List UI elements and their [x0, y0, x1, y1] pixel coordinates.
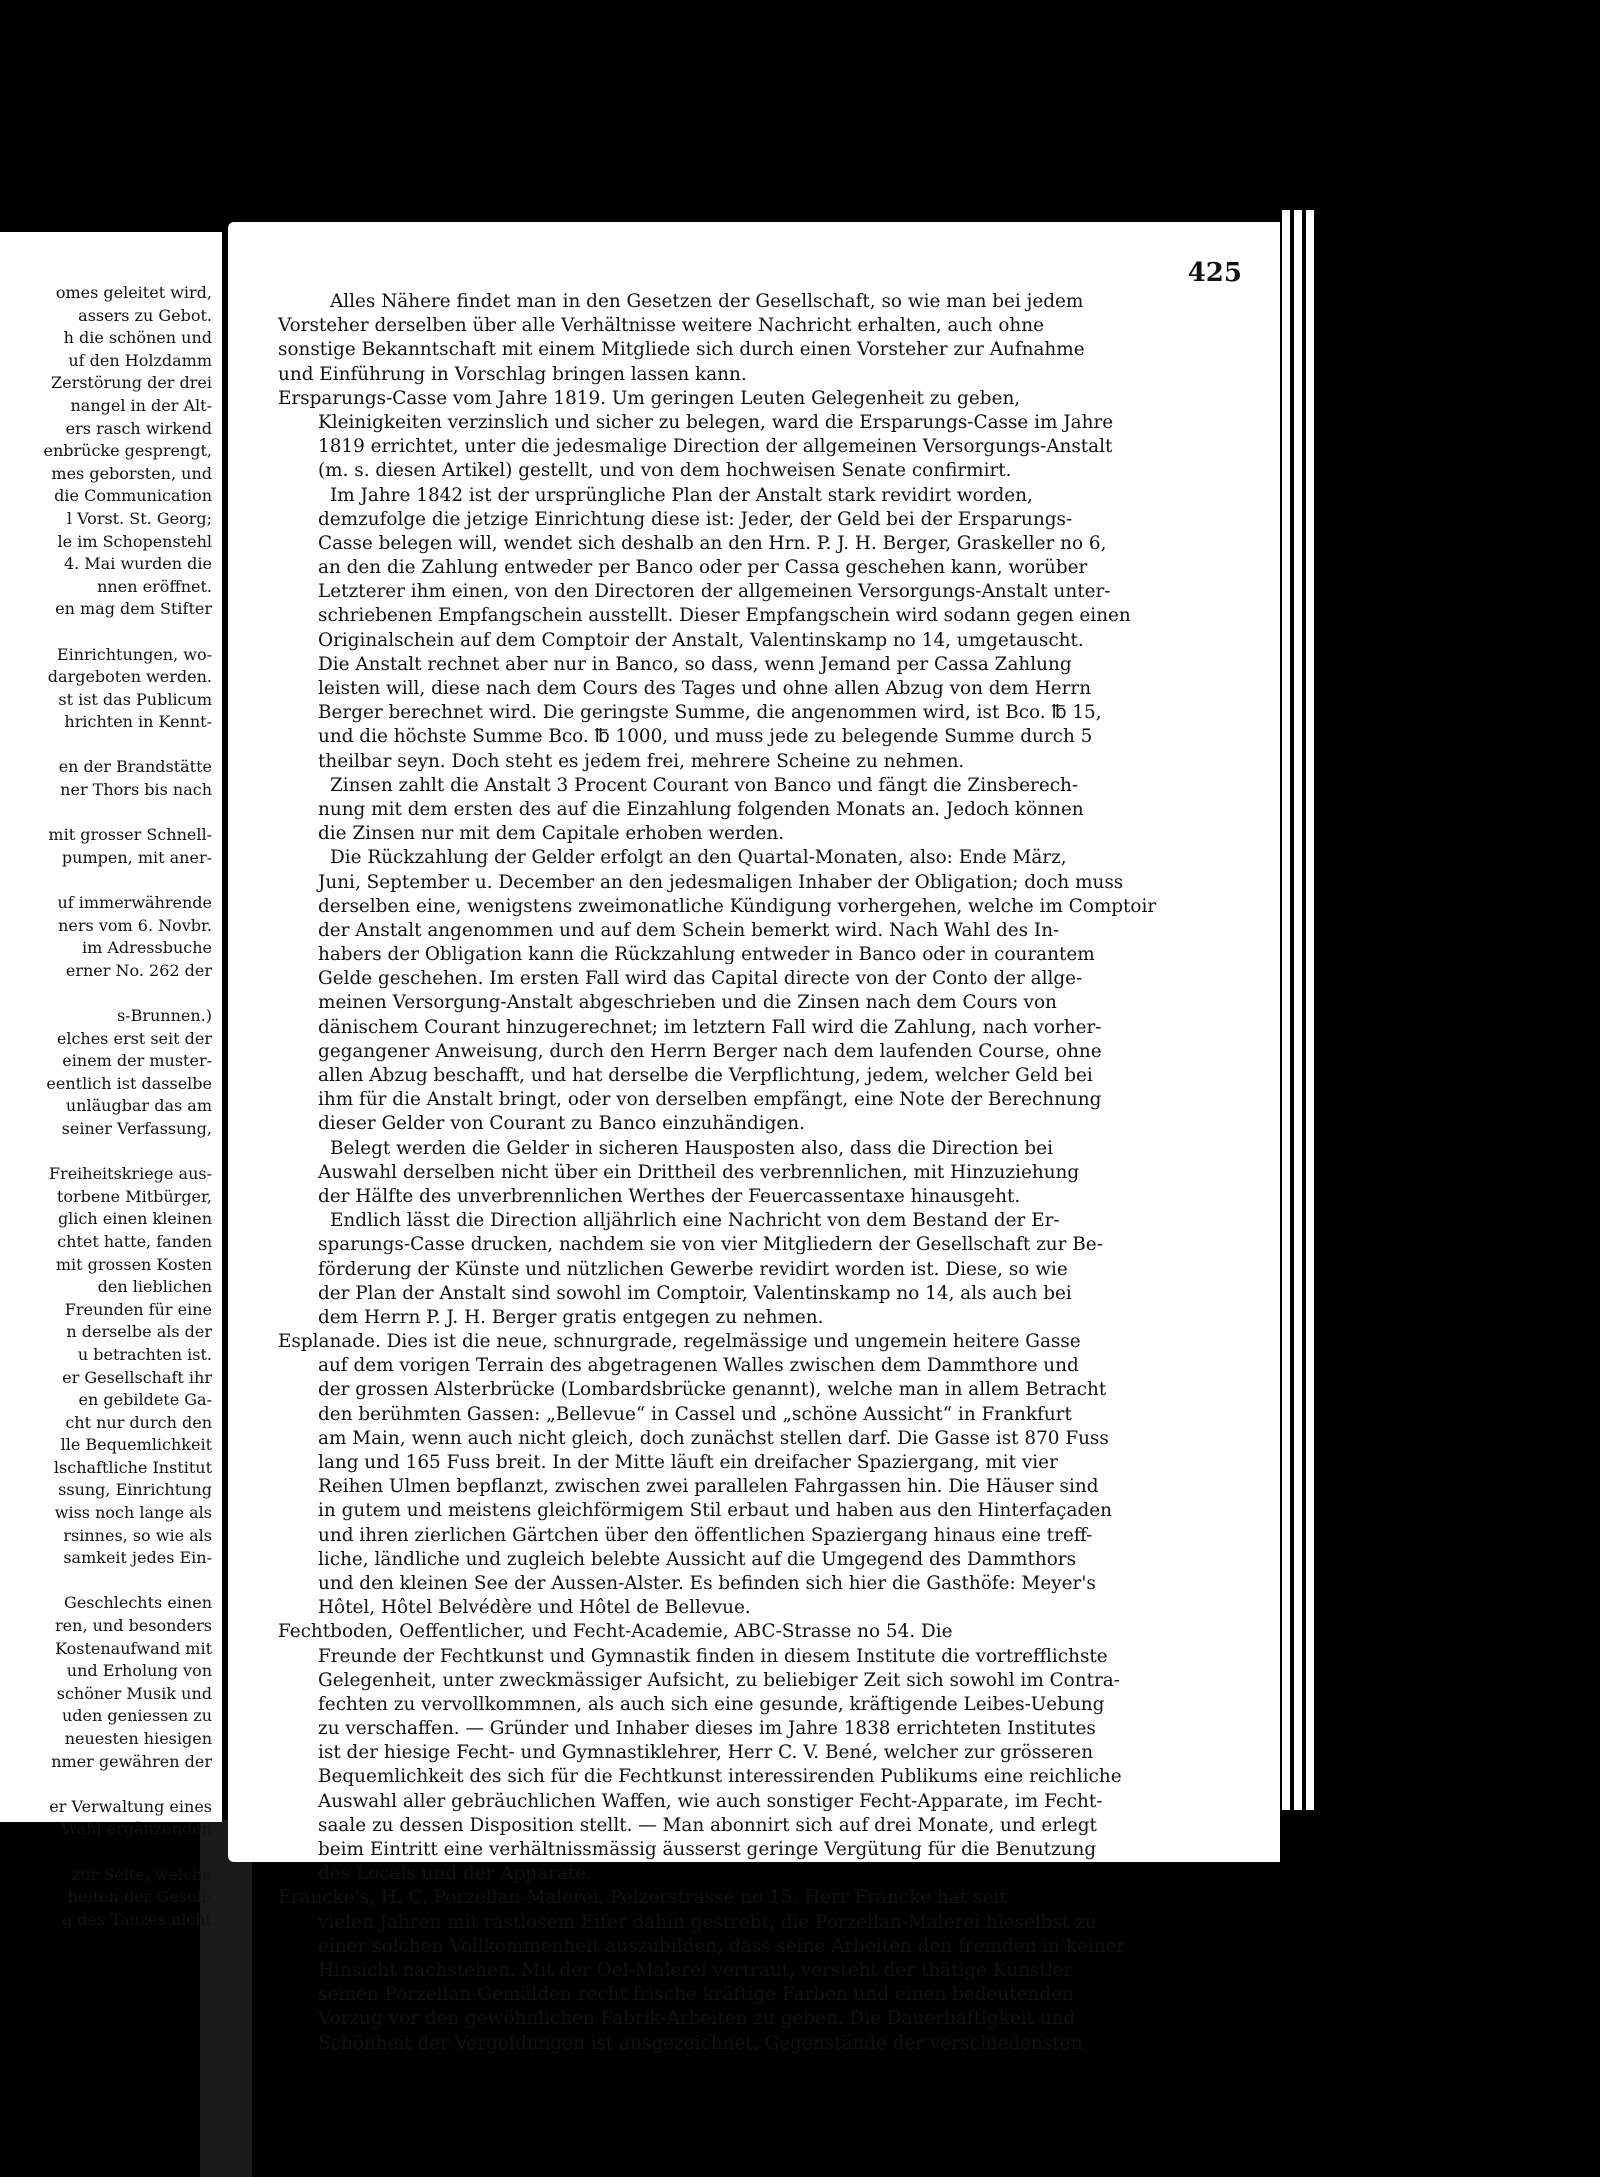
text-line: 1819 errichtet, unter die jedesmalige Direction der allgemeinen Versorgungs-Anstalt	[318, 436, 1113, 458]
left-page-line	[0, 1570, 218, 1593]
left-page-line: zur Seite, welche	[71, 1864, 212, 1884]
left-page-line: st ist das Publicum	[58, 689, 212, 709]
left-page-line: ners vom 6. Novbr.	[58, 915, 212, 935]
text-line: Zinsen zahlt die Anstalt 3 Procent Courant von Banco und fängt die Zinsberech-	[330, 774, 1079, 796]
text-line: (m. s. diesen Artikel) gestellt, und von dem hochweisen Senate confirmirt.	[318, 460, 1012, 482]
text-line: Auswahl derselben nicht über ein Drittheil des verbrennlichen, mit Hinzuziehung	[318, 1161, 1080, 1183]
page-edge	[1282, 210, 1290, 1810]
text-line: Francke's, H. C, Porzellan-Malerei, Pelzerstrasse no 15. Herr Francke hat seit	[278, 1887, 1007, 1909]
text-line: Reihen Ulmen bepflanzt, zwischen zwei parallelen Fahrgassen hin. Die Häuser sind	[318, 1476, 1099, 1498]
left-page-line: schöner Musik und	[56, 1683, 212, 1703]
text-line: allen Abzug beschafft, und hat derselbe die Verpflichtung, jedem, welcher Geld bei	[318, 1065, 1093, 1086]
text-line: derselben eine, wenigstens zweimonatliche Kündigung vorhergehen, welche im Comptoir	[318, 895, 1157, 917]
text-line: Ersparungs-Casse vom Jahre 1819. Um geringen Leuten Gelegenheit zu geben,	[278, 387, 1021, 409]
text-line: sparungs-Casse drucken, nachdem sie von vier Mitgliedern der Gesellschaft zur Be-	[318, 1234, 1103, 1256]
left-page-line: uden geniessen zu	[61, 1706, 212, 1726]
text-line: Schönheit der Vergoldungen ist ausgezeichnet. Gegenstände der verschiedensten	[318, 2032, 1083, 2054]
left-page-line: lschaftliche Institut	[53, 1457, 212, 1477]
page-edge	[1294, 210, 1302, 1810]
text-line: Vorzug vor den gewöhnlichen Fabrik-Arbeiten zu geben. Die Dauerhaftigkeit und	[318, 2008, 1076, 2030]
left-page-line: uf den Holzdamm	[68, 350, 212, 370]
text-line: habers der Obligation kann die Rückzahlung entweder in Banco oder in courantem	[318, 944, 1095, 966]
left-page-line: dargeboten werden.	[47, 667, 212, 687]
left-page-line: l Vorst. St. Georg;	[66, 508, 212, 528]
left-page-line: ren, und besonders	[55, 1616, 212, 1636]
left-page-line: mit grosser Schnell-	[48, 825, 212, 845]
left-page-line: le im Schopenstehl	[57, 531, 212, 551]
text-line: dem Herrn P. J. H. Berger gratis entgegen zu nehmen.	[318, 1306, 824, 1328]
left-page-line: torbene Mitbürger,	[56, 1186, 212, 1206]
left-page-line: ner Thors bis nach	[60, 780, 212, 800]
left-page-line: ssung, Einrichtung	[58, 1480, 212, 1500]
text-line: und den kleinen See der Aussen-Alster. Es befinden sich hier die Gasthöfe: Meyer's	[318, 1572, 1096, 1594]
left-page-line: neuesten hiesigen	[64, 1729, 212, 1748]
left-page-line: h die schönen und	[63, 328, 212, 348]
text-line: leisten will, diese nach dem Cours des Tages und ohne allen Abzug von dem Herrn	[318, 678, 1092, 699]
text-line: der Plan der Anstalt sind sowohl im Comptoir, Valentinskamp no 14, als auch bei	[318, 1282, 1072, 1304]
text-line: Fechtboden, Oeffentlicher, und Fecht-Academie, ABC-Strasse no 54. Die	[278, 1621, 953, 1643]
left-page-line: ers rasch wirkend	[65, 418, 212, 438]
text-line: Kleinigkeiten verzinslich und sicher zu belegen, ward die Ersparungs-Casse im Jahre	[318, 411, 1114, 433]
text-line: vielen Jahren mit rastlosem Eifer dahin gestrebt, die Porzellan-Malerei hieselbst zu	[318, 1911, 1097, 1933]
left-page-line: er Gesellschaft ihr	[62, 1367, 212, 1387]
page-number: 425	[1187, 258, 1242, 288]
text-line: die Zinsen nur mit dem Capitale erhoben werden.	[318, 823, 785, 845]
left-page-line: enbrücke gesprengt,	[43, 441, 212, 461]
text-line: Freunde der Fechtkunst und Gymnastik finden in diesem Institute die vortrefflichste	[318, 1645, 1108, 1667]
left-page-line	[0, 734, 218, 757]
text-line: dänischem Courant hinzugerechnet; im letztern Fall wird die Zahlung, nach vorher-	[318, 1016, 1102, 1038]
text-line: seinen Porzellan-Gemälden recht frische kräftige Farben und einen bedeutenden	[318, 1984, 1074, 2006]
left-page-line: erner No. 262 der	[65, 960, 212, 980]
text-line: Gelegenheit, unter zweckmässiger Aufsicht, zu beliebiger Zeit sich sowohl im Contra-	[318, 1669, 1120, 1691]
page-edge	[1306, 210, 1314, 1810]
left-page-line: Einrichtungen, wo-	[56, 644, 212, 664]
left-page-line: Freunden für eine	[64, 1299, 212, 1319]
text-line: am Main, wenn auch nicht gleich, doch zunächst stellen darf. Die Gasse ist 870 Fuss	[318, 1427, 1109, 1449]
left-page-line: g des Tanzes nicht	[62, 1909, 212, 1929]
left-page-line: heiten der Gesell-	[67, 1887, 212, 1907]
text-line: Bequemlichkeit des sich für die Fechtkunst interessirenden Publikums eine reichliche	[318, 1766, 1122, 1788]
left-page-line	[0, 1141, 218, 1164]
left-page-line: die Communication	[54, 486, 212, 506]
left-page-line: mit grossen Kosten	[55, 1254, 212, 1274]
right-page	[228, 222, 1280, 2054]
text-line: und Einführung in Vorschlag bringen lassen kann.	[278, 363, 747, 385]
text-line: nung mit dem ersten des auf die Einzahlung folgenden Monats an. Jedoch können	[318, 798, 1084, 820]
text-line: einer solchen Vollkommenheit auszubilden, dass seine Arbeiten den fremden in keiner	[318, 1935, 1126, 1957]
text-line: lang und 165 Fuss breit. In der Mitte läuft ein dreifacher Spaziergang, mit vier	[318, 1452, 1058, 1473]
text-line: Juni, September u. December an den jedesmaligen Inhaber der Obligation; doch muss	[318, 871, 1124, 893]
left-page-line: cht nur durch den	[65, 1412, 212, 1432]
text-line: Alles Nähere findet man in den Gesetzen der Gesellschaft, so wie man bei jedem	[330, 291, 1084, 312]
left-page-line: seiner Verfassung,	[61, 1118, 212, 1138]
left-page-line	[0, 869, 218, 892]
text-line: ist der hiesige Fecht- und Gymnastiklehrer, Herr C. V. Bené, welcher zur grösseren	[318, 1742, 1094, 1764]
left-page-line: 4. Mai wurden die	[63, 554, 212, 574]
text-line: des Locals und der Apparate.	[318, 1863, 592, 1885]
text-line: den berühmten Gassen: „Bellevue“ in Cassel und „schöne Aussicht“ in Frankfurt	[318, 1403, 1072, 1425]
text-line: Originalschein auf dem Comptoir der Anstalt, Valentinskamp no 14, umgetauscht.	[318, 629, 1084, 651]
left-page-line: den lieblichen	[97, 1277, 212, 1297]
left-page-line	[0, 1841, 218, 1864]
text-line: Die Rückzahlung der Gelder erfolgt an den Quartal-Monaten, also: Ende März,	[330, 847, 1067, 869]
text-line: meinen Versorgung-Anstalt abgeschrieben und die Zinsen nach dem Cours von	[318, 992, 1057, 1014]
left-page-line: uf immerwährende	[57, 893, 212, 913]
left-page-line: Wahl ergänzenden	[61, 1819, 212, 1839]
text-line: Belegt werden die Gelder in sicheren Hausposten also, dass die Direction bei	[330, 1137, 1053, 1159]
left-page-line: n derselbe als der	[66, 1322, 212, 1342]
text-line: der Anstalt angenommen und auf dem Schein bemerkt wird. Nach Wahl des In-	[318, 919, 1060, 941]
left-page-line: chtet hatte, fanden	[57, 1231, 212, 1251]
left-page-line: eentlich ist dasselbe	[46, 1073, 212, 1093]
text-line: Berger berechnet wird. Die geringste Summe, die angenommen wird, ist Bco. ℔ 15,	[318, 702, 1102, 724]
text-line: ihm für die Anstalt bringt, oder von derselben empfängt, eine Note der Berechnung	[318, 1089, 1102, 1111]
text-line: zu verschaffen. — Gründer und Inhaber dieses im Jahre 1838 errichteten Institutes	[318, 1718, 1096, 1740]
left-page-line: lle Bequemlichkeit	[60, 1435, 212, 1455]
text-line: dieser Gelder von Courant zu Banco einzuhändigen.	[318, 1113, 805, 1135]
text-line: an den die Zahlung entweder per Banco oder per Cassa geschehen kann, worüber	[318, 557, 1088, 579]
left-page-line: einem der muster-	[62, 1051, 212, 1071]
left-page-line	[0, 1773, 218, 1796]
text-line: Letzterer ihm einen, von den Directoren der allgemeinen Versorgungs-Anstalt unter-	[318, 581, 1111, 603]
left-page-text	[0, 282, 218, 1931]
text-line: Hinsicht nachstehen. Mit der Oel-Malerei vertraut, versteht der thätige Künstler	[318, 1959, 1073, 1981]
left-page-line: unläugbar das am	[65, 1096, 212, 1116]
left-page-line	[0, 802, 218, 825]
left-page-line: im Adressbuche	[82, 938, 212, 958]
left-page-line: assers zu Gebot.	[78, 305, 212, 325]
text-line: Vorsteher derselben über alle Verhältnisse weitere Nachricht erhalten, auch ohne	[278, 315, 1044, 337]
text-line: fechten zu vervollkommnen, als auch sich eine gesunde, kräftigende Leibes-Uebung	[318, 1693, 1105, 1715]
left-page-line: Kostenaufwand mit	[55, 1638, 212, 1658]
left-page-line: wiss noch lange als	[54, 1503, 212, 1523]
text-line: und ihren zierlichen Gärtchen über den öffentlichen Spaziergang hinaus eine treff-	[318, 1524, 1093, 1546]
text-line: liche, ländliche und zugleich belebte Aussicht auf die Umgegend des Dammthors	[318, 1548, 1077, 1570]
text-line: Hôtel, Hôtel Belvédère und Hôtel de Bellevue.	[318, 1597, 751, 1619]
text-line: auf dem vorigen Terrain des abgetragenen Walles zwischen dem Dammthore und	[318, 1355, 1079, 1377]
text-line: Im Jahre 1842 ist der ursprüngliche Plan der Anstalt stark revidirt worden,	[330, 484, 1033, 506]
left-page-line: elches erst seit der	[56, 1028, 212, 1048]
text-line: in gutem und meistens gleichförmigem Stil erbaut und haben aus den Hinterfaçaden	[318, 1500, 1112, 1522]
text-line: Gelde geschehen. Im ersten Fall wird das Capital directe von der Conto der allge-	[318, 968, 1083, 990]
text-line: Endlich lässt die Direction alljährlich eine Nachricht von dem Bestand der Er-	[330, 1210, 1060, 1232]
left-page-line: mes geborsten, und	[51, 463, 212, 483]
text-line: der grossen Alsterbrücke (Lombardsbrücke genannt), welche man in allem Betracht	[318, 1379, 1107, 1401]
left-page-line: en der Brandstätte	[58, 757, 212, 777]
left-page-line: und Erholung von	[66, 1661, 212, 1681]
left-page	[0, 232, 222, 1929]
text-line: demzufolge die jetzige Einrichtung diese ist: Jeder, der Geld bei der Ersparungs-	[318, 508, 1073, 530]
text-line: sonstige Bekanntschaft mit einem Mitgliede sich durch einen Vorsteher zur Aufnahme	[278, 339, 1085, 361]
text-line: gegangener Anweisung, durch den Herrn Berger nach dem laufenden Course, ohne	[318, 1040, 1102, 1062]
text-line: förderung der Künste und nützlichen Gewerbe revidirt worden ist. Diese, so wie	[318, 1258, 1068, 1280]
left-page-line: omes geleitet wird,	[55, 283, 212, 302]
text-line: der Hälfte des unverbrennlichen Werthes der Feuercassentaxe hinausgeht.	[318, 1185, 1021, 1207]
left-page-line: samkeit jedes Ein-	[63, 1548, 212, 1568]
left-page-line: nmer gewähren der	[51, 1751, 212, 1771]
left-page-line: en mag dem Stifter	[55, 599, 212, 619]
text-line: und die höchste Summe Bco. ℔ 1000, und muss jede zu belegende Summe durch 5	[318, 726, 1093, 748]
left-page-line: Freiheitskriege aus-	[48, 1164, 212, 1184]
left-page-line: s-Brunnen.)	[116, 1006, 212, 1025]
left-page-line: pumpen, mit aner-	[61, 847, 212, 867]
text-line: saale zu dessen Disposition stellt. — Man abonnirt sich auf drei Monate, und erlegt	[318, 1814, 1097, 1836]
text-line: theilbar seyn. Doch steht es jedem frei, mehrere Scheine zu nehmen.	[318, 750, 965, 772]
left-page-line: en gebildete Ga-	[78, 1390, 212, 1410]
left-page-line: rsinnes, so wie als	[63, 1525, 212, 1545]
text-line: beim Eintritt eine verhältnissmässig äusserst geringe Vergütung für die Benutzung	[318, 1839, 1097, 1860]
text-line: schriebenen Empfangschein ausstellt. Dieser Empfangschein wird sodann gegen einen	[318, 605, 1131, 627]
left-page-line: Geschlechts einen	[64, 1593, 212, 1613]
left-page-line: glich einen kleinen	[57, 1209, 212, 1229]
text-line: Casse belegen will, wendet sich deshalb an den Hrn. P. J. H. Berger, Graskeller no 6,	[318, 532, 1107, 554]
left-page-line: nnen eröffnet.	[97, 576, 212, 596]
left-page-line	[0, 621, 218, 644]
text-line: Auswahl aller gebräuchlichen Waffen, wie auch sonstiger Fecht-Apparate, im Fecht-	[318, 1790, 1103, 1812]
left-page-line	[0, 982, 218, 1005]
right-page-text	[278, 290, 1238, 2056]
left-page-line: er Verwaltung eines	[49, 1796, 212, 1816]
text-line: Esplanade. Dies ist die neue, schnurgrade, regelmässige und ungemein heitere Gasse	[278, 1331, 1081, 1353]
left-page-line: u betrachten ist.	[77, 1344, 212, 1364]
left-page-line: Zerstörung der drei	[50, 373, 212, 393]
left-page-line: hrichten in Kennt-	[64, 712, 212, 732]
text-line: Die Anstalt rechnet aber nur in Banco, so dass, wenn Jemand per Cassa Zahlung	[318, 653, 1072, 675]
left-page-line: nangel in der Alt-	[70, 395, 212, 415]
